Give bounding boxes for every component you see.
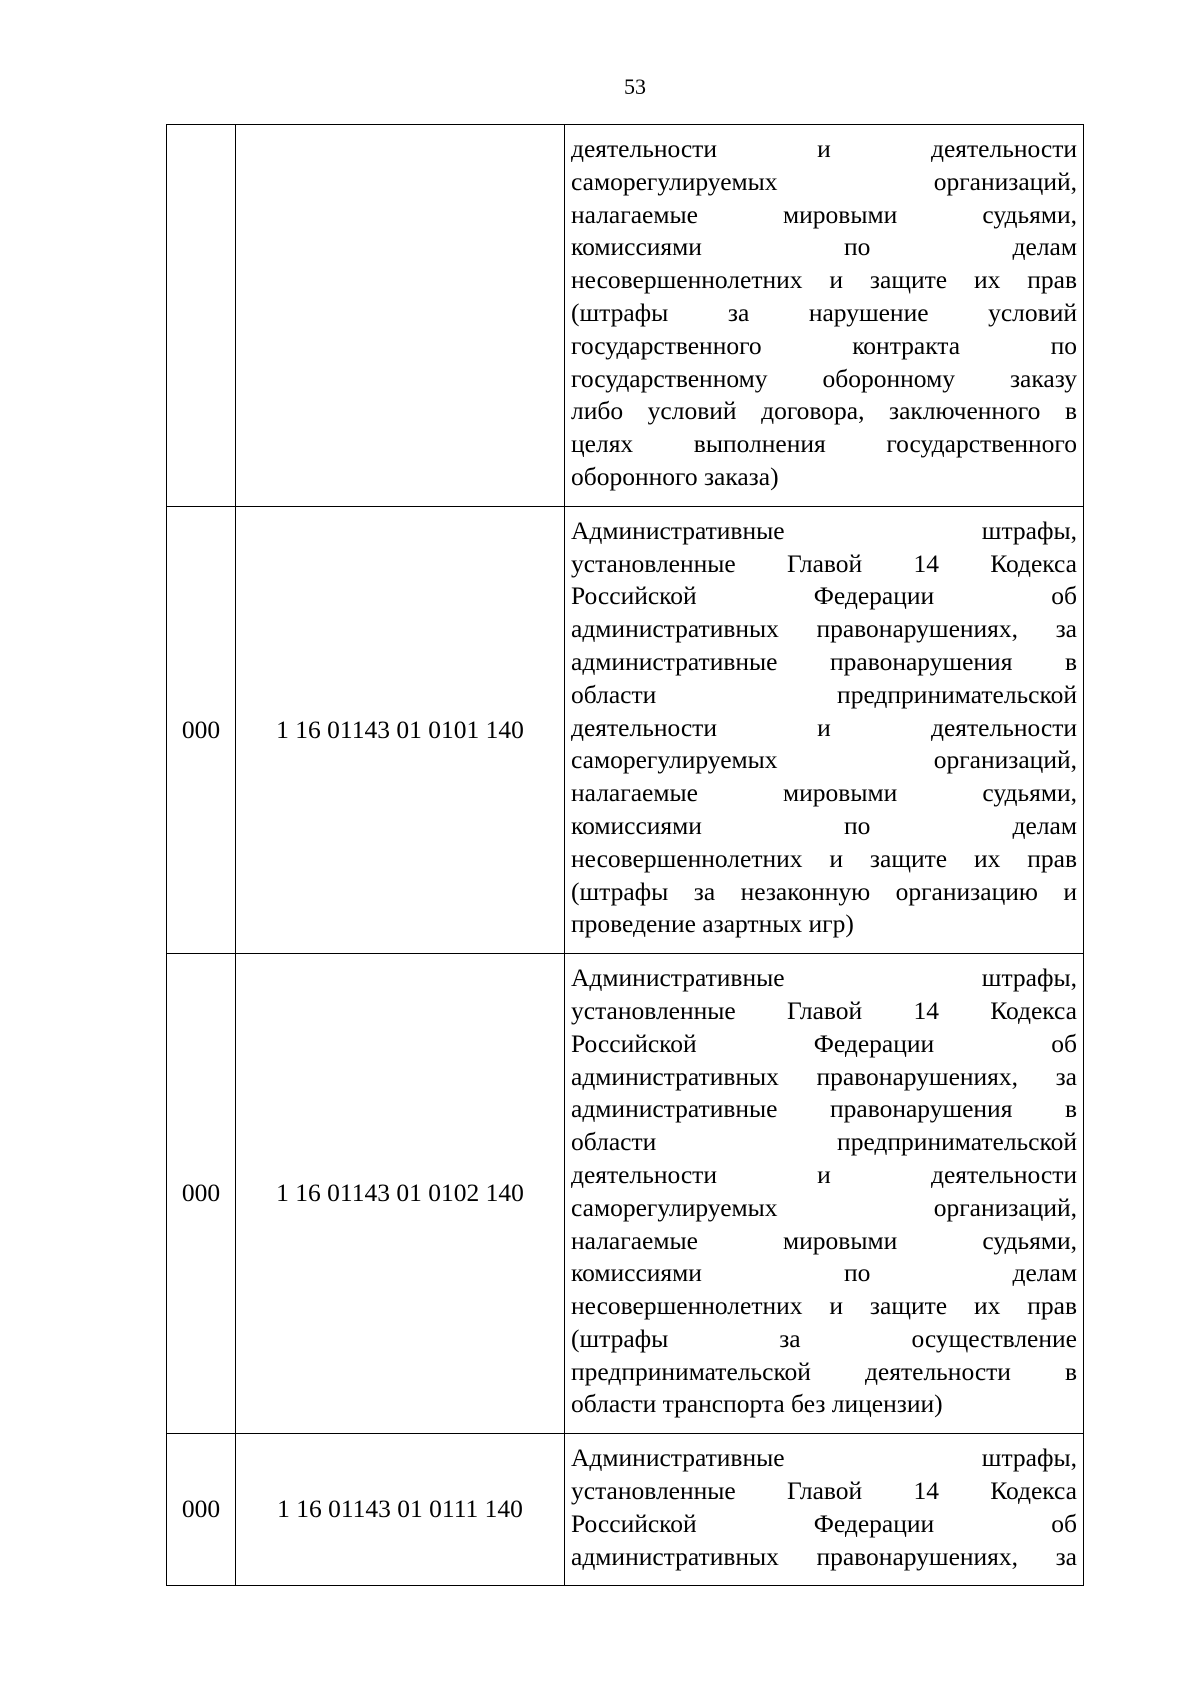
description-line: административных правонарушениях, за [571, 614, 1077, 644]
table-body [167, 125, 1084, 1586]
description-cell [565, 1434, 1084, 1586]
description-line: области транспорта без лицензии) [571, 1389, 943, 1419]
description-line: (штрафы за незаконную организацию и [571, 876, 1077, 906]
description-line: деятельности и деятельности [571, 712, 1077, 742]
description-cell [565, 506, 1084, 953]
description-line: области предпринимательской [571, 1127, 1077, 1157]
description-line: установленные Главой 14 Кодекса [571, 995, 1077, 1025]
description-line: комиссиями по делам [571, 1258, 1077, 1288]
admin-code-cell: 000 [167, 506, 236, 953]
description-line: налагаемые мировыми судьями, [571, 199, 1077, 229]
description-line: административные правонарушения в [571, 646, 1077, 676]
budget-classification-table [166, 124, 1084, 1586]
budget-code-cell: 1 16 01143 01 0102 140 [236, 954, 565, 1434]
description-line: Административные штрафы, [571, 1443, 1077, 1473]
description-line: либо условий договора, заключенного в [571, 396, 1077, 426]
budget-code-cell [236, 125, 565, 507]
description-line: деятельности и деятельности [571, 1159, 1077, 1189]
description-line: несовершеннолетних и защите их прав [571, 843, 1077, 873]
description-line: саморегулируемых организаций, [571, 166, 1077, 196]
table-row [167, 1434, 1084, 1586]
description-line: несовершеннолетних и защите их прав [571, 265, 1077, 295]
description-line: области предпринимательской [571, 679, 1077, 709]
description-line: предпринимательской деятельности в [571, 1356, 1077, 1386]
description-line: Российской Федерации об [571, 581, 1077, 611]
description-line: установленные Главой 14 Кодекса [571, 1476, 1077, 1506]
description-line: деятельности и деятельности [571, 134, 1077, 163]
description-line: (штрафы за нарушение условий [571, 297, 1077, 327]
description-cell [565, 125, 1084, 507]
budget-code-cell: 1 16 01143 01 0101 140 [236, 506, 565, 953]
description-line: Административные штрафы, [571, 515, 1077, 545]
description-line: государственному оборонному заказу [571, 363, 1077, 393]
admin-code-cell [167, 125, 236, 507]
description-line: саморегулируемых организаций, [571, 1192, 1077, 1222]
description-line: Российской Федерации об [571, 1508, 1077, 1538]
page-number: 53 [624, 74, 646, 99]
admin-code-cell: 000 [167, 954, 236, 1434]
description-line: налагаемые мировыми судьями, [571, 1225, 1077, 1255]
description-line: Административные штрафы, [571, 963, 1077, 993]
description-line: государственного контракта по [571, 330, 1077, 360]
description-line: комиссиями по делам [571, 232, 1077, 262]
description-line: проведение азартных игр) [571, 909, 854, 939]
description-line: оборонного заказа) [571, 461, 779, 491]
description-line: административных правонарушениях, за [571, 1541, 1077, 1571]
description-line: административных правонарушениях, за [571, 1061, 1077, 1091]
description-cell [565, 954, 1084, 1434]
description-line: комиссиями по делам [571, 810, 1077, 840]
description-line: (штрафы за осуществление [571, 1323, 1077, 1353]
admin-code-cell: 000 [167, 1434, 236, 1586]
description-line: целях выполнения государственного [571, 429, 1077, 459]
table-row [167, 954, 1084, 1434]
description-line: несовершеннолетних и защите их прав [571, 1291, 1077, 1321]
description-line: административные правонарушения в [571, 1094, 1077, 1124]
description-line: Российской Федерации об [571, 1028, 1077, 1058]
table-row [167, 125, 1084, 507]
budget-code-cell: 1 16 01143 01 0111 140 [236, 1434, 565, 1586]
description-line: установленные Главой 14 Кодекса [571, 548, 1077, 578]
description-line: саморегулируемых организаций, [571, 745, 1077, 775]
table-row [167, 506, 1084, 953]
description-line: налагаемые мировыми судьями, [571, 778, 1077, 808]
